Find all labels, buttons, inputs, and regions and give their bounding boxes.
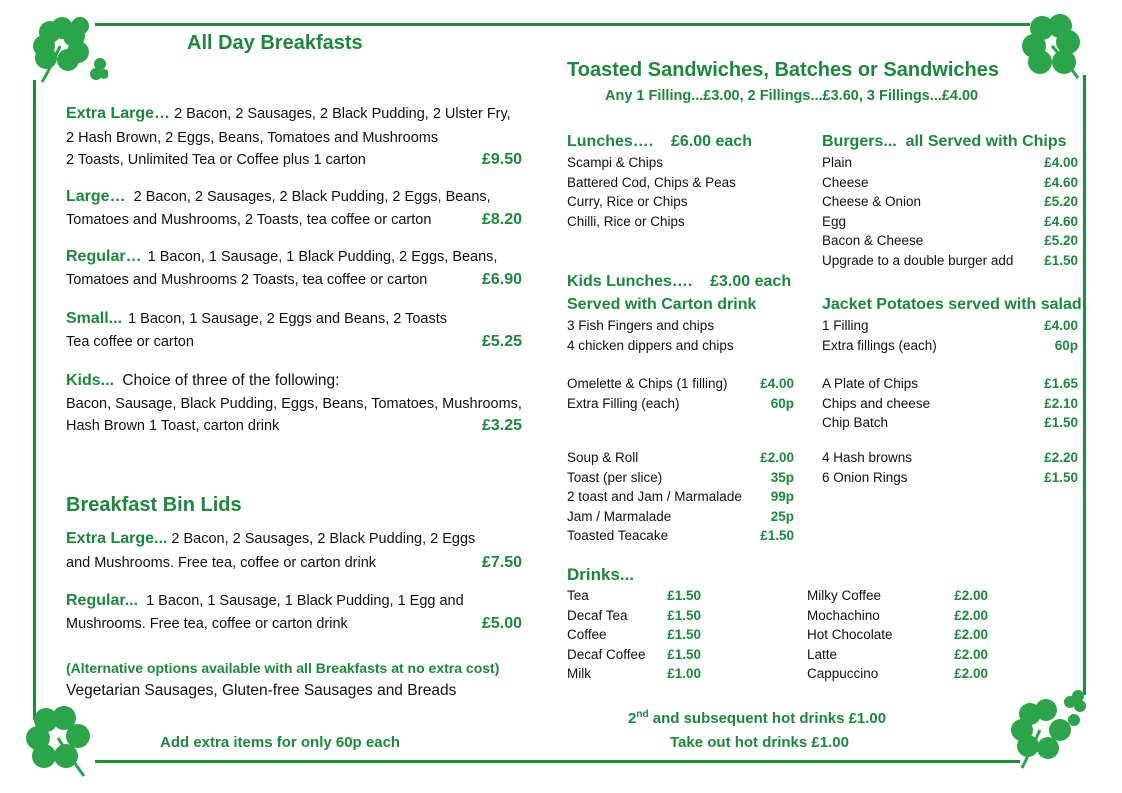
regular-line2: Tomatoes and Mushrooms 2 Toasts, tea coffee or carton	[66, 272, 428, 288]
bin-extra-large-desc1: 2 Bacon, 2 Sausages, 2 Black Pudding, 2 Eggs	[171, 531, 476, 547]
regular-label: Regular…	[66, 248, 142, 265]
large-line2: Tomatoes and Mushrooms, 2 Toasts, tea coffee or carton	[66, 212, 432, 228]
chips-item-price: £2.10	[1044, 395, 1078, 411]
burgers-title: Burgers... all Served with Chips	[822, 133, 1067, 150]
drink-item-price: £2.00	[954, 646, 988, 662]
kids-lunch-item-name: 3 Fish Fingers and chips	[567, 318, 715, 333]
large-price: £8.20	[482, 211, 523, 228]
drink-item-name: Cappuccino	[807, 666, 879, 682]
kids-line1	[66, 372, 339, 390]
sandwiches-title: Toasted Sandwiches, Batches or Sandwiches	[567, 59, 999, 81]
kids-line2: Bacon, Sausage, Black Pudding, Eggs, Beans, Tomatoes, Mushrooms,	[66, 396, 522, 412]
top-border	[95, 23, 1030, 26]
burger-item-price: £5.20	[1044, 233, 1078, 249]
soup-item-name: 2 toast and Jam / Marmalade	[567, 489, 742, 505]
extra-items-note: Add extra items for only 60p each	[160, 734, 401, 751]
drink-item-price: £2.00	[954, 627, 988, 643]
bin-regular-desc1: 1 Bacon, 1 Sausage, 1 Black Pudding, 1 Egg and	[146, 593, 464, 609]
right-border	[1083, 75, 1086, 695]
clover-top-right-icon	[1020, 12, 1090, 82]
small-price: £5.25	[482, 333, 523, 350]
kids-lunches-title: Kids Lunches…. £3.00 each	[567, 273, 792, 290]
drink-item-name: Tea	[567, 588, 589, 603]
burger-item-name: Cheese & Onion	[822, 194, 922, 210]
chips-item-name: Chip Batch	[822, 415, 889, 431]
extra-large-label: Extra Large…	[66, 105, 171, 122]
jacket-item-name: Extra fillings (each)	[822, 337, 937, 353]
bin-extra-large-line2: and Mushrooms. Free tea, coffee or carton drink	[66, 555, 377, 571]
burger-item-price: £4.00	[1044, 155, 1078, 170]
burger-item-name: Cheese	[822, 174, 869, 190]
extra-large-line3: 2 Toasts, Unlimited Tea or Coffee plus 1 carton	[66, 152, 366, 168]
kids-lunches-subtitle: Served with Carton drink	[567, 296, 757, 313]
subsequent-drinks-note	[628, 709, 886, 727]
soup-item-price: 25p	[770, 508, 794, 524]
burger-item-name: Upgrade to a double burger add	[822, 253, 1014, 268]
small-label: Small...	[66, 310, 123, 327]
omelette-item-name: Omelette & Chips (1 filling)	[567, 376, 728, 391]
drink-item-name: Latte	[807, 646, 838, 662]
soup-item-name: Jam / Marmalade	[567, 508, 672, 524]
burger-item-price: £1.50	[1044, 253, 1078, 268]
bin-extra-large-price: £7.50	[482, 554, 523, 571]
side-item-price: £1.50	[1044, 469, 1078, 485]
extra-large-desc1: 2 Bacon, 2 Sausages, 2 Black Pudding, 2 Ulster Fry,	[174, 106, 511, 122]
jacket-item-name: 1 Filling	[822, 318, 869, 333]
burger-item-name: Bacon & Cheese	[822, 233, 924, 249]
drink-item-name: Milk	[567, 666, 591, 682]
drink-item-price: £2.00	[954, 666, 988, 682]
side-item-name: 6 Onion Rings	[822, 469, 908, 485]
side-item-price: £2.20	[1044, 450, 1078, 465]
soup-item-price: 35p	[770, 469, 794, 485]
drink-item-name: Decaf Tea	[567, 607, 628, 623]
drink-item-price: £2.00	[954, 588, 988, 603]
burger-item-price: £4.60	[1044, 174, 1078, 190]
bin-extra-large-label: Extra Large...	[66, 530, 168, 547]
small-desc1: 1 Bacon, 1 Sausage, 2 Eggs and Beans, 2 Toasts	[128, 311, 448, 327]
lunch-item-name: Battered Cod, Chips & Peas	[567, 174, 736, 190]
soup-item-name: Toast (per slice)	[567, 469, 663, 485]
omelette-item-name: Extra Filling (each)	[567, 395, 680, 411]
jacket-item-price: 60p	[1054, 337, 1078, 353]
soup-item-name: Toasted Teacake	[567, 528, 669, 544]
breakfast-title: All Day Breakfasts	[187, 32, 363, 54]
subsequent-rest: and subsequent hot drinks £1.00	[648, 710, 887, 727]
regular-desc1: 1 Bacon, 1 Sausage, 1 Black Pudding, 2 Eggs, Beans,	[147, 249, 498, 265]
takeout-drinks-note: Take out hot drinks £1.00	[670, 734, 849, 751]
chips-item-price: £1.50	[1044, 415, 1078, 431]
kids-line3: Hash Brown 1 Toast, carton drink	[66, 418, 280, 434]
extra-large-line2: 2 Hash Brown, 2 Eggs, Beans, Tomatoes and Mushrooms	[66, 130, 439, 146]
drink-item-price: £2.00	[954, 607, 988, 623]
large-label: Large…	[66, 188, 126, 205]
regular-price: £6.90	[482, 271, 523, 288]
bin-regular-label: Regular...	[66, 592, 139, 609]
drinks-title: Drinks...	[567, 565, 635, 584]
clover-bottom-left-icon	[22, 700, 102, 780]
sandwiches-subtitle: Any 1 Filling...£3.00, 2 Fillings...£3.60, 3 Fillings...£4.00	[605, 88, 979, 104]
lunches-title: Lunches…. £6.00 each	[567, 133, 752, 150]
left-border	[33, 80, 36, 720]
large-line1	[66, 188, 491, 206]
drink-item-name: Mochachino	[807, 607, 880, 623]
burger-item-price: £4.60	[1044, 213, 1078, 229]
kids-price: £3.25	[482, 417, 523, 434]
bin-lids-title: Breakfast Bin Lids	[66, 494, 242, 516]
clover-bottom-right-icon	[1008, 690, 1093, 770]
extra-large-price: £9.50	[482, 151, 523, 168]
subsequent-num: 2	[628, 710, 637, 727]
small-line1	[66, 310, 447, 328]
omelette-item-price: £4.00	[760, 376, 794, 391]
omelette-item-price: 60p	[770, 395, 794, 411]
subsequent-sup: nd	[636, 709, 649, 720]
jacket-item-price: £4.00	[1044, 318, 1078, 333]
chips-item-price: £1.65	[1044, 376, 1078, 391]
jacket-title: Jacket Potatoes served with salad	[822, 296, 1082, 313]
drink-item-price: £1.00	[667, 666, 701, 682]
kids-desc1: Choice of three of the following:	[122, 372, 340, 389]
burger-item-price: £5.20	[1044, 194, 1078, 210]
kids-lunch-item-name: 4 chicken dippers and chips	[567, 337, 734, 353]
bin-extra-large-line1	[66, 530, 475, 548]
drink-item-name: Milky Coffee	[807, 588, 882, 603]
large-desc1: 2 Bacon, 2 Sausages, 2 Black Pudding, 2 Eggs, Beans,	[133, 189, 491, 205]
chips-item-name: Chips and cheese	[822, 395, 931, 411]
soup-item-name: Soup & Roll	[567, 450, 639, 465]
drink-item-price: £1.50	[667, 627, 701, 643]
bottom-border	[95, 760, 1020, 763]
alt-options-line: Vegetarian Sausages, Gluten-free Sausages and Breads	[66, 682, 457, 699]
chips-item-name: A Plate of Chips	[822, 376, 919, 391]
regular-line1	[66, 248, 497, 266]
drink-item-name: Coffee	[567, 627, 607, 643]
bin-regular-line2: Mushrooms. Free tea, coffee or carton drink	[66, 616, 348, 632]
soup-item-price: £2.00	[760, 450, 794, 465]
lunch-item-name: Chilli, Rice or Chips	[567, 213, 685, 229]
soup-item-price: 99p	[770, 489, 794, 505]
extra-large-line1	[66, 105, 511, 123]
burger-item-name: Plain	[822, 155, 853, 170]
lunch-item-name: Curry, Rice or Chips	[567, 194, 688, 210]
clover-top-left-icon	[28, 14, 108, 84]
alt-options-note: (Alternative options available with all Breakfasts at no extra cost)	[66, 660, 500, 676]
drink-item-price: £1.50	[667, 646, 701, 662]
small-line2: Tea coffee or carton	[66, 334, 194, 350]
burger-item-name: Egg	[822, 213, 847, 229]
bin-regular-price: £5.00	[482, 615, 523, 632]
kids-label: Kids...	[66, 372, 115, 389]
drink-item-name: Hot Chocolate	[807, 627, 893, 643]
drink-item-name: Decaf Coffee	[567, 646, 646, 662]
side-item-name: 4 Hash browns	[822, 450, 913, 465]
bin-regular-line1	[66, 592, 464, 610]
drink-item-price: £1.50	[667, 588, 701, 603]
drink-item-price: £1.50	[667, 607, 701, 623]
lunch-item-name: Scampi & Chips	[567, 155, 664, 170]
soup-item-price: £1.50	[760, 528, 794, 544]
